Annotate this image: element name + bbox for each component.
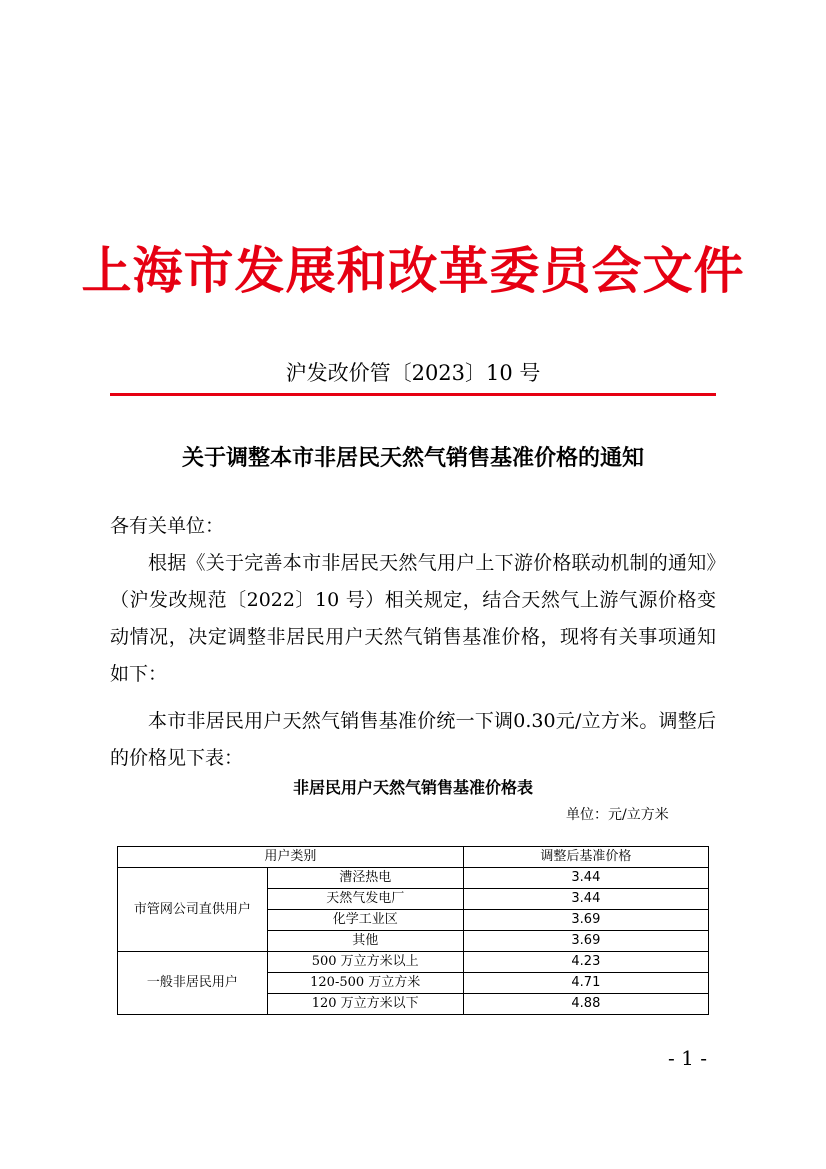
header-user-category: 用户类别 bbox=[118, 847, 464, 868]
table-row bbox=[118, 868, 709, 889]
document-number: 沪发改价管〔2023〕10 号 bbox=[285, 361, 541, 385]
body-paragraph-2: 本市非居民用户天然气销售基准价统一下调0.30元/立方米。调整后的价格见下表： bbox=[110, 710, 716, 769]
subcategory-cell: 化学工业区 bbox=[267, 910, 463, 931]
subcategory-cell: 漕泾热电 bbox=[267, 868, 463, 889]
salutation: 各有关单位： bbox=[110, 515, 225, 537]
category-cell: 一般非居民用户 bbox=[118, 952, 268, 1015]
page-number: - 1 - bbox=[668, 1046, 707, 1070]
table-title: 非居民用户天然气销售基准价格表 bbox=[292, 778, 533, 797]
notice-title: 关于调整本市非居民天然气销售基准价格的通知 bbox=[181, 445, 644, 471]
subcategory-cell: 120 万立方米以下 bbox=[267, 994, 463, 1015]
price-table bbox=[117, 846, 709, 1015]
price-cell: 3.69 bbox=[463, 931, 708, 952]
table-header-row bbox=[118, 847, 709, 868]
subcategory-cell: 天然气发电厂 bbox=[267, 889, 463, 910]
price-cell: 4.71 bbox=[463, 973, 708, 994]
subcategory-cell: 其他 bbox=[267, 931, 463, 952]
subcategory-cell: 120-500 万立方米 bbox=[267, 973, 463, 994]
body-paragraph-1: 根据《关于完善本市非居民天然气用户上下游价格联动机制的通知》（沪发改规范〔2022〕10 号）相关规定，结合天然气上游气源价格变动情况，决定调整非居民用户天然气销售基准价格，现将有关事项通知如下： bbox=[110, 552, 716, 685]
category-cell: 市管网公司直供用户 bbox=[118, 868, 268, 952]
document-header-title: 上海市发展和改革委员会文件 bbox=[81, 241, 745, 300]
price-cell: 4.23 bbox=[463, 952, 708, 973]
price-cell: 3.44 bbox=[463, 868, 708, 889]
price-cell: 3.44 bbox=[463, 889, 708, 910]
price-cell: 3.69 bbox=[463, 910, 708, 931]
price-cell: 4.88 bbox=[463, 994, 708, 1015]
subcategory-cell: 500 万立方米以上 bbox=[267, 952, 463, 973]
table-row bbox=[118, 952, 709, 973]
unit-label: 单位：元/立方米 bbox=[566, 807, 669, 823]
header-adjusted-price: 调整后基准价格 bbox=[463, 847, 708, 868]
red-divider bbox=[110, 393, 716, 396]
